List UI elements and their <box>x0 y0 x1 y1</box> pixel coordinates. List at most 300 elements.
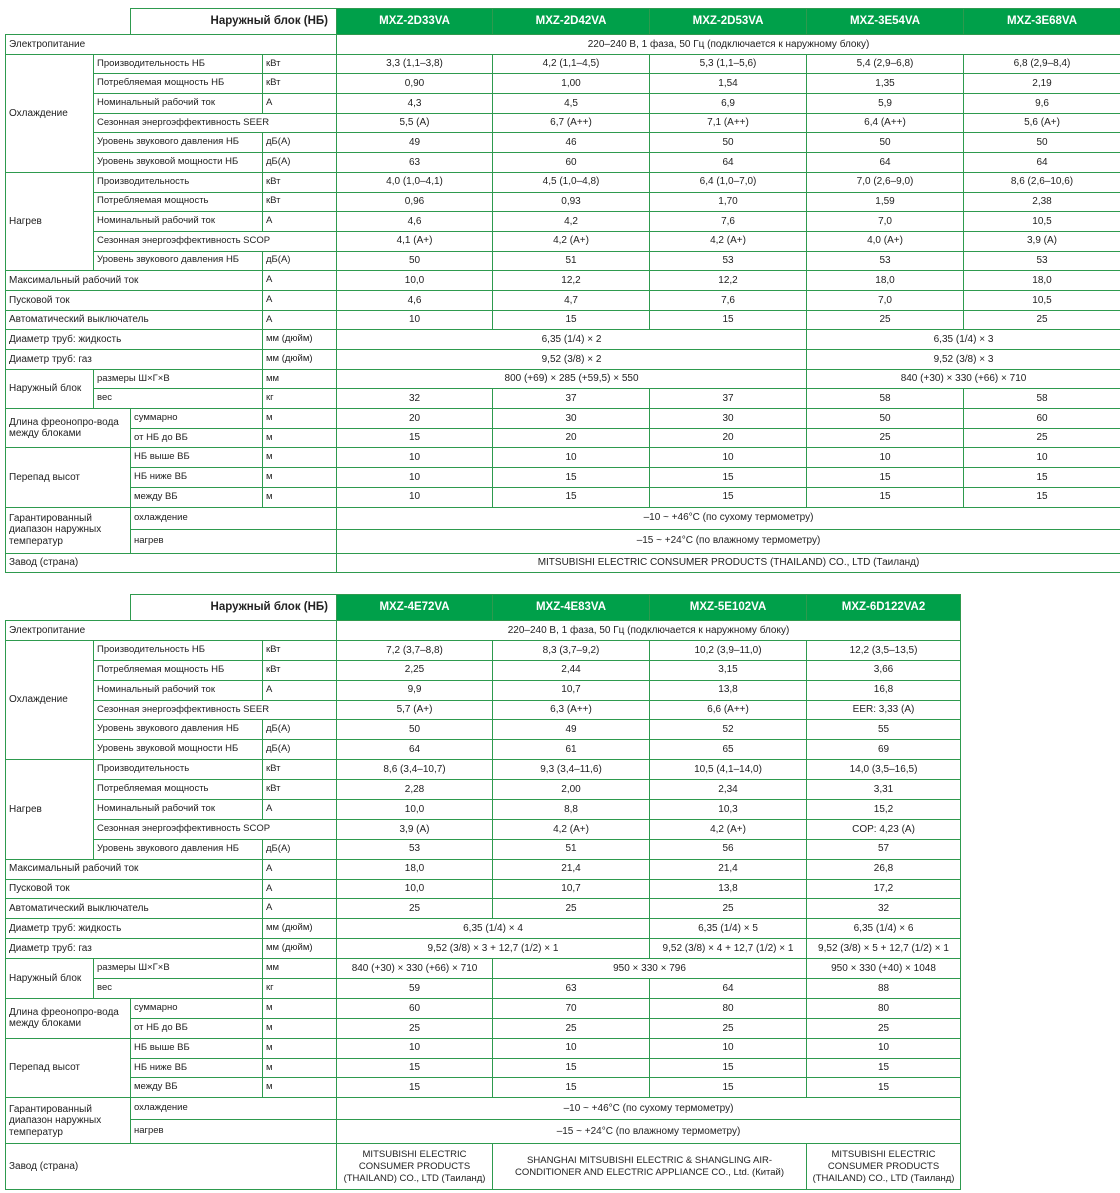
cell-value: 64 <box>650 153 807 173</box>
cell-value: SHANGHAI MITSUBISHI ELECTRIC & SHANGLING AIR-CONDITIONER AND ELECTRIC APPLIANCE CO., Ltd. (Китай) <box>493 1144 807 1190</box>
cell-value: 64 <box>964 153 1120 173</box>
cell-value: 1,70 <box>650 192 807 212</box>
cell-value: 21,4 <box>650 859 807 879</box>
row-cool-spl <box>6 133 1120 153</box>
row-label: Пусковой ток <box>6 879 263 899</box>
cell-value: 5,3 (1,1–5,6) <box>650 54 807 74</box>
cell-value: 10 <box>807 448 964 468</box>
cell-value: 50 <box>807 133 964 153</box>
row-len-total <box>6 998 961 1018</box>
unit-cell: А <box>263 212 337 232</box>
cell-value: 55 <box>807 720 961 740</box>
cell-value: 57 <box>807 839 961 859</box>
row-h-between <box>6 1078 961 1098</box>
row-label: Производительность НБ <box>94 54 263 74</box>
cell-value: 20 <box>493 428 650 448</box>
cell-value: 8,6 (2,6–10,6) <box>964 172 1120 192</box>
cell-value: 4,0 (1,0–4,1) <box>337 172 493 192</box>
cell-value: 10,0 <box>337 271 493 291</box>
cell-value: 53 <box>650 251 807 271</box>
row-label: Номинальный рабочий ток <box>94 800 263 820</box>
cell-value: 15 <box>493 310 650 330</box>
unit-cell: А <box>263 800 337 820</box>
cell-value: 15 <box>807 468 964 488</box>
cell-value: 10 <box>337 310 493 330</box>
cell-value: 63 <box>337 153 493 173</box>
header-row <box>6 9 1120 35</box>
cell-value: 25 <box>807 310 964 330</box>
row-label: Диаметр труб: газ <box>6 939 263 959</box>
cell-value: 15 <box>337 1058 493 1078</box>
cell-value: 15 <box>650 468 807 488</box>
cell-value: 3,3 (1,1–3,8) <box>337 54 493 74</box>
cell-value: 52 <box>650 720 807 740</box>
cell-value: 2,38 <box>964 192 1120 212</box>
row-cool-power <box>6 74 1120 94</box>
cell-value: 64 <box>337 740 493 760</box>
unit-cell: А <box>263 94 337 114</box>
row-seer <box>6 113 1120 133</box>
cell-value: 64 <box>807 153 964 173</box>
row-len-ob-ib <box>6 428 1120 448</box>
cell-value: 12,2 <box>493 271 650 291</box>
cell-value: 50 <box>650 133 807 153</box>
cell-value: –15 ~ +24°C (по влажному термометру) <box>337 529 1120 553</box>
cell-value: 32 <box>807 899 961 919</box>
cell-value: 4,5 <box>493 94 650 114</box>
row-pipe-gas <box>6 939 961 959</box>
cell-value: 10 <box>650 1038 807 1058</box>
cell-value: 6,35 (1/4) × 2 <box>337 330 807 350</box>
row-start-current <box>6 879 961 899</box>
unit-cell: дБ(А) <box>263 153 337 173</box>
spec-table-2 <box>5 594 961 1190</box>
row-label: от НБ до ВБ <box>131 428 263 448</box>
outdoor-unit-header: Наружный блок (НБ) <box>131 9 337 35</box>
row-scop <box>6 231 1120 251</box>
row-label: охлаждение <box>131 507 337 529</box>
cell-value: 1,00 <box>493 74 650 94</box>
row-cool-swl <box>6 740 961 760</box>
row-label: Уровень звуковой мощности НБ <box>94 740 263 760</box>
cell-value: 5,9 <box>807 94 964 114</box>
cell-value: 30 <box>650 409 807 429</box>
cell-value: 6,8 (2,9–8,4) <box>964 54 1120 74</box>
cell-value: 10 <box>493 1038 650 1058</box>
cell-value: 3,9 (A) <box>337 819 493 839</box>
cell-value: 7,0 (2,6–9,0) <box>807 172 964 192</box>
cell-value: 9,3 (3,4–11,6) <box>493 760 650 780</box>
cell-value: 10 <box>493 448 650 468</box>
cell-value: 15,2 <box>807 800 961 820</box>
cell-value: 2,44 <box>493 660 650 680</box>
cell-value: 840 (+30) × 330 (+66) × 710 <box>807 369 1120 389</box>
cell-value: 58 <box>807 389 964 409</box>
row-pipe-liquid <box>6 330 1120 350</box>
cell-value: 2,00 <box>493 780 650 800</box>
cell-value: 21,4 <box>493 859 650 879</box>
cell-value: 10 <box>337 448 493 468</box>
cell-value: 4,0 (A+) <box>807 231 964 251</box>
cell-value: 50 <box>337 251 493 271</box>
cell-value: 15 <box>650 487 807 507</box>
row-heat-spl <box>6 251 1120 271</box>
cell-value: 5,7 (A+) <box>337 700 493 720</box>
cell-value: 18,0 <box>964 271 1120 291</box>
cell-value: 1,54 <box>650 74 807 94</box>
row-label: Потребляемая мощность <box>94 192 263 212</box>
unit-cell: м <box>263 1058 337 1078</box>
unit-cell: мм (дюйм) <box>263 919 337 939</box>
cell-value: 14,0 (3,5–16,5) <box>807 760 961 780</box>
cell-value: MITSUBISHI ELECTRIC CONSUMER PRODUCTS (THAILAND) CO., LTD (Таиланд) <box>807 1144 961 1190</box>
cell-value: 25 <box>493 1018 650 1038</box>
row-label: нагрев <box>131 529 337 553</box>
cell-value: 6,4 (1,0–7,0) <box>650 172 807 192</box>
cell-value: 4,2 (A+) <box>650 819 807 839</box>
row-heat-power <box>6 780 961 800</box>
row-h-between <box>6 487 1120 507</box>
cell-value: 10,2 (3,9–11,0) <box>650 640 807 660</box>
row-label: Завод (страна) <box>6 1144 337 1190</box>
cell-value: 4,2 (A+) <box>493 231 650 251</box>
unit-cell: дБ(А) <box>263 133 337 153</box>
cell-value: 7,0 <box>807 290 964 310</box>
row-label: между ВБ <box>131 1078 263 1098</box>
unit-cell: дБ(А) <box>263 839 337 859</box>
cell-value: 800 (+69) × 285 (+59,5) × 550 <box>337 369 807 389</box>
cell-value: 46 <box>493 133 650 153</box>
row-range-heat <box>6 1120 961 1144</box>
row-label: НБ выше ВБ <box>131 1038 263 1058</box>
cell-value: 4,2 <box>493 212 650 232</box>
cell-value: 25 <box>964 428 1120 448</box>
model-header: MXZ-4E72VA <box>337 595 493 621</box>
cell-value: 6,9 <box>650 94 807 114</box>
row-label: между ВБ <box>131 487 263 507</box>
row-cool-power <box>6 660 961 680</box>
cell-value: 1,35 <box>807 74 964 94</box>
unit-cell: м <box>263 487 337 507</box>
row-label: Уровень звукового давления НБ <box>94 839 263 859</box>
cell-value: 7,1 (A++) <box>650 113 807 133</box>
row-label: Сезонная энергоэффективность SCOP <box>94 231 337 251</box>
cell-value: 61 <box>493 740 650 760</box>
row-cool-capacity <box>6 54 1120 74</box>
cell-value: 9,6 <box>964 94 1120 114</box>
cell-value: 1,59 <box>807 192 964 212</box>
model-header: MXZ-5E102VA <box>650 595 807 621</box>
cell-value: 4,2 (A+) <box>493 819 650 839</box>
cell-value: 950 × 330 (+40) × 1048 <box>807 959 961 979</box>
cell-value: 2,28 <box>337 780 493 800</box>
section-heating: Нагрев <box>6 760 94 859</box>
section-height-diff: Перепад высот <box>6 448 131 507</box>
row-label: размеры Ш×Г×В <box>94 369 263 389</box>
cell-value: 4,2 (1,1–4,5) <box>493 54 650 74</box>
cell-value: 15 <box>964 487 1120 507</box>
unit-cell: А <box>263 859 337 879</box>
cell-value: 7,6 <box>650 290 807 310</box>
row-scop <box>6 819 961 839</box>
header-row <box>6 595 961 621</box>
cell-value: 6,35 (1/4) × 6 <box>807 919 961 939</box>
cell-value: 50 <box>964 133 1120 153</box>
row-heat-power <box>6 192 1120 212</box>
unit-cell: кВт <box>263 192 337 212</box>
cell-value: 6,35 (1/4) × 3 <box>807 330 1120 350</box>
row-h-below <box>6 468 1120 488</box>
row-label: Диаметр труб: жидкость <box>6 919 263 939</box>
section-outdoor-unit: Наружный блок <box>6 959 94 999</box>
cell-value: 30 <box>493 409 650 429</box>
cell-value: 15 <box>337 428 493 448</box>
cell-value: 10 <box>807 1038 961 1058</box>
unit-cell: дБ(А) <box>263 251 337 271</box>
cell-value: 6,7 (A++) <box>493 113 650 133</box>
row-label: от НБ до ВБ <box>131 1018 263 1038</box>
row-label: Сезонная энергоэффективность SEER <box>94 700 337 720</box>
cell-value: 4,5 (1,0–4,8) <box>493 172 650 192</box>
unit-cell: мм <box>263 959 337 979</box>
cell-value: 53 <box>337 839 493 859</box>
row-power-supply <box>6 621 961 641</box>
cell-value: 2,34 <box>650 780 807 800</box>
cell-value: 15 <box>493 487 650 507</box>
unit-cell: А <box>263 879 337 899</box>
cell-value: 51 <box>493 839 650 859</box>
row-len-ob-ib <box>6 1018 961 1038</box>
unit-cell: м <box>263 468 337 488</box>
row-max-current <box>6 271 1120 291</box>
row-label: Диаметр труб: жидкость <box>6 330 263 350</box>
row-label: Электропитание <box>6 35 337 55</box>
cell-value: 6,3 (A++) <box>493 700 650 720</box>
cell-value: 15 <box>650 1058 807 1078</box>
section-outdoor-unit: Наружный блок <box>6 369 94 408</box>
row-label: размеры Ш×Г×В <box>94 959 263 979</box>
row-dimensions <box>6 959 961 979</box>
row-label: Производительность <box>94 172 263 192</box>
row-label: Сезонная энергоэффективность SCOP <box>94 819 337 839</box>
cell-value: –10 ~ +46°C (по сухому термометру) <box>337 507 1120 529</box>
unit-cell: м <box>263 409 337 429</box>
cell-value: 25 <box>337 1018 493 1038</box>
unit-cell: кВт <box>263 660 337 680</box>
row-power-supply <box>6 35 1120 55</box>
cell-value: 0,93 <box>493 192 650 212</box>
row-cool-spl <box>6 720 961 740</box>
row-label: Номинальный рабочий ток <box>94 94 263 114</box>
cell-value: 10,5 <box>964 290 1120 310</box>
row-start-current <box>6 290 1120 310</box>
cell-value: 4,6 <box>337 212 493 232</box>
model-header: MXZ-3E68VA <box>964 9 1120 35</box>
row-pipe-liquid <box>6 919 961 939</box>
cell-value: 60 <box>493 153 650 173</box>
row-label: НБ выше ВБ <box>131 448 263 468</box>
row-h-above <box>6 1038 961 1058</box>
cell-value: 37 <box>493 389 650 409</box>
cell-value: 15 <box>493 1078 650 1098</box>
cell-value: 8,3 (3,7–9,2) <box>493 640 650 660</box>
row-label: Уровень звуковой мощности НБ <box>94 153 263 173</box>
row-label: Уровень звукового давления НБ <box>94 133 263 153</box>
row-heat-current <box>6 800 961 820</box>
unit-cell: м <box>263 998 337 1018</box>
unit-cell: мм <box>263 369 337 389</box>
model-header: MXZ-6D122VA2 <box>807 595 961 621</box>
row-len-total <box>6 409 1120 429</box>
cell-value: 53 <box>807 251 964 271</box>
spec-table-1 <box>5 8 1120 573</box>
row-factory <box>6 1144 961 1190</box>
cell-value: 49 <box>337 133 493 153</box>
outdoor-unit-header: Наружный блок (НБ) <box>131 595 337 621</box>
row-label: Номинальный рабочий ток <box>94 680 263 700</box>
row-label: НБ ниже ВБ <box>131 468 263 488</box>
cell-value: 69 <box>807 740 961 760</box>
cell-value: 63 <box>493 979 650 999</box>
row-label: Пусковой ток <box>6 290 263 310</box>
cell-value: 10,0 <box>337 800 493 820</box>
row-pipe-gas <box>6 350 1120 370</box>
row-label: Номинальный рабочий ток <box>94 212 263 232</box>
row-label: Потребляемая мощность НБ <box>94 74 263 94</box>
section-height-diff: Перепад высот <box>6 1038 131 1098</box>
cell-value: 840 (+30) × 330 (+66) × 710 <box>337 959 493 979</box>
cell-value: 80 <box>807 998 961 1018</box>
cell-value: 59 <box>337 979 493 999</box>
unit-cell: А <box>263 271 337 291</box>
section-cooling: Охлаждение <box>6 54 94 172</box>
cell-value: 10 <box>337 487 493 507</box>
unit-cell: кВт <box>263 780 337 800</box>
cell-value: 18,0 <box>337 859 493 879</box>
cell-value: 17,2 <box>807 879 961 899</box>
cell-value: 4,7 <box>493 290 650 310</box>
cell-value: 49 <box>493 720 650 740</box>
cell-value: 88 <box>807 979 961 999</box>
cell-value: 220–240 В, 1 фаза, 50 Гц (подключается к наружному блоку) <box>337 621 961 641</box>
cell-value: 3,31 <box>807 780 961 800</box>
row-cool-current <box>6 680 961 700</box>
cell-value: 15 <box>964 468 1120 488</box>
cell-value: 9,9 <box>337 680 493 700</box>
unit-cell: кВт <box>263 760 337 780</box>
cell-value: 58 <box>964 389 1120 409</box>
cell-value: 4,2 (A+) <box>650 231 807 251</box>
cell-value: 64 <box>650 979 807 999</box>
row-label: Уровень звукового давления НБ <box>94 251 263 271</box>
cell-value: 10 <box>964 448 1120 468</box>
cell-value: 10,7 <box>493 879 650 899</box>
cell-value: COP: 4,23 (A) <box>807 819 961 839</box>
unit-cell: кВт <box>263 54 337 74</box>
cell-value: 15 <box>493 1058 650 1078</box>
row-label: Автоматический выключатель <box>6 899 263 919</box>
row-heat-spl <box>6 839 961 859</box>
cell-value: 60 <box>337 998 493 1018</box>
row-cool-swl <box>6 153 1120 173</box>
cell-value: 25 <box>807 428 964 448</box>
cell-value: 2,25 <box>337 660 493 680</box>
cell-value: –15 ~ +24°C (по влажному термометру) <box>337 1120 961 1144</box>
row-label: Производительность <box>94 760 263 780</box>
unit-cell: мм (дюйм) <box>263 939 337 959</box>
unit-cell: кг <box>263 389 337 409</box>
cell-value: 15 <box>650 1078 807 1098</box>
cell-value: 9,52 (3/8) × 4 + 12,7 (1/2) × 1 <box>650 939 807 959</box>
unit-cell: мм (дюйм) <box>263 330 337 350</box>
cell-value: 18,0 <box>807 271 964 291</box>
model-header: MXZ-4E83VA <box>493 595 650 621</box>
cell-value: 16,8 <box>807 680 961 700</box>
cell-value: 20 <box>650 428 807 448</box>
row-label: Диаметр труб: газ <box>6 350 263 370</box>
row-label: Потребляемая мощность НБ <box>94 660 263 680</box>
cell-value: 7,6 <box>650 212 807 232</box>
cell-value: 25 <box>807 1018 961 1038</box>
cell-value: 0,96 <box>337 192 493 212</box>
cell-value: 25 <box>650 1018 807 1038</box>
cell-value: 2,19 <box>964 74 1120 94</box>
unit-cell: дБ(А) <box>263 720 337 740</box>
cell-value: 5,4 (2,9–6,8) <box>807 54 964 74</box>
cell-value: 6,35 (1/4) × 5 <box>650 919 807 939</box>
cell-value: 3,15 <box>650 660 807 680</box>
model-header: MXZ-2D33VA <box>337 9 493 35</box>
cell-value: 950 × 330 × 796 <box>493 959 807 979</box>
row-label: Производительность НБ <box>94 640 263 660</box>
cell-value: 8,8 <box>493 800 650 820</box>
row-label: Автоматический выключатель <box>6 310 263 330</box>
cell-value: 60 <box>964 409 1120 429</box>
model-header: MXZ-2D53VA <box>650 9 807 35</box>
row-range-heat <box>6 529 1120 553</box>
model-header: MXZ-2D42VA <box>493 9 650 35</box>
row-label: Максимальный рабочий ток <box>6 859 263 879</box>
row-h-above <box>6 448 1120 468</box>
section-cooling: Охлаждение <box>6 640 94 759</box>
cell-value: 9,52 (3/8) × 5 + 12,7 (1/2) × 1 <box>807 939 961 959</box>
unit-cell: А <box>263 290 337 310</box>
unit-cell: кВт <box>263 74 337 94</box>
row-cool-current <box>6 94 1120 114</box>
unit-cell: мм (дюйм) <box>263 350 337 370</box>
cell-value: MITSUBISHI ELECTRIC CONSUMER PRODUCTS (THAILAND) CO., LTD (Таиланд) <box>337 553 1120 573</box>
unit-cell: м <box>263 428 337 448</box>
cell-value: 7,2 (3,7–8,8) <box>337 640 493 660</box>
cell-value: 10,5 (4,1–14,0) <box>650 760 807 780</box>
row-dimensions <box>6 369 1120 389</box>
row-label: вес <box>94 979 263 999</box>
unit-cell: дБ(А) <box>263 740 337 760</box>
row-label: Уровень звукового давления НБ <box>94 720 263 740</box>
cell-value: 25 <box>337 899 493 919</box>
cell-value: 5,5 (A) <box>337 113 493 133</box>
row-label: охлаждение <box>131 1098 337 1120</box>
section-pipe-length: Длина фреонопро-вода между блоками <box>6 409 131 448</box>
unit-cell: кВт <box>263 172 337 192</box>
cell-value: 50 <box>807 409 964 429</box>
row-max-current <box>6 859 961 879</box>
header-blank <box>6 595 131 621</box>
section-pipe-length: Длина фреонопро-вода между блоками <box>6 998 131 1038</box>
cell-value: 9,52 (3/8) × 3 + 12,7 (1/2) × 1 <box>337 939 650 959</box>
section-guaranteed-range: Гарантированный диапазон наружных температур <box>6 1098 131 1144</box>
row-label: НБ ниже ВБ <box>131 1058 263 1078</box>
